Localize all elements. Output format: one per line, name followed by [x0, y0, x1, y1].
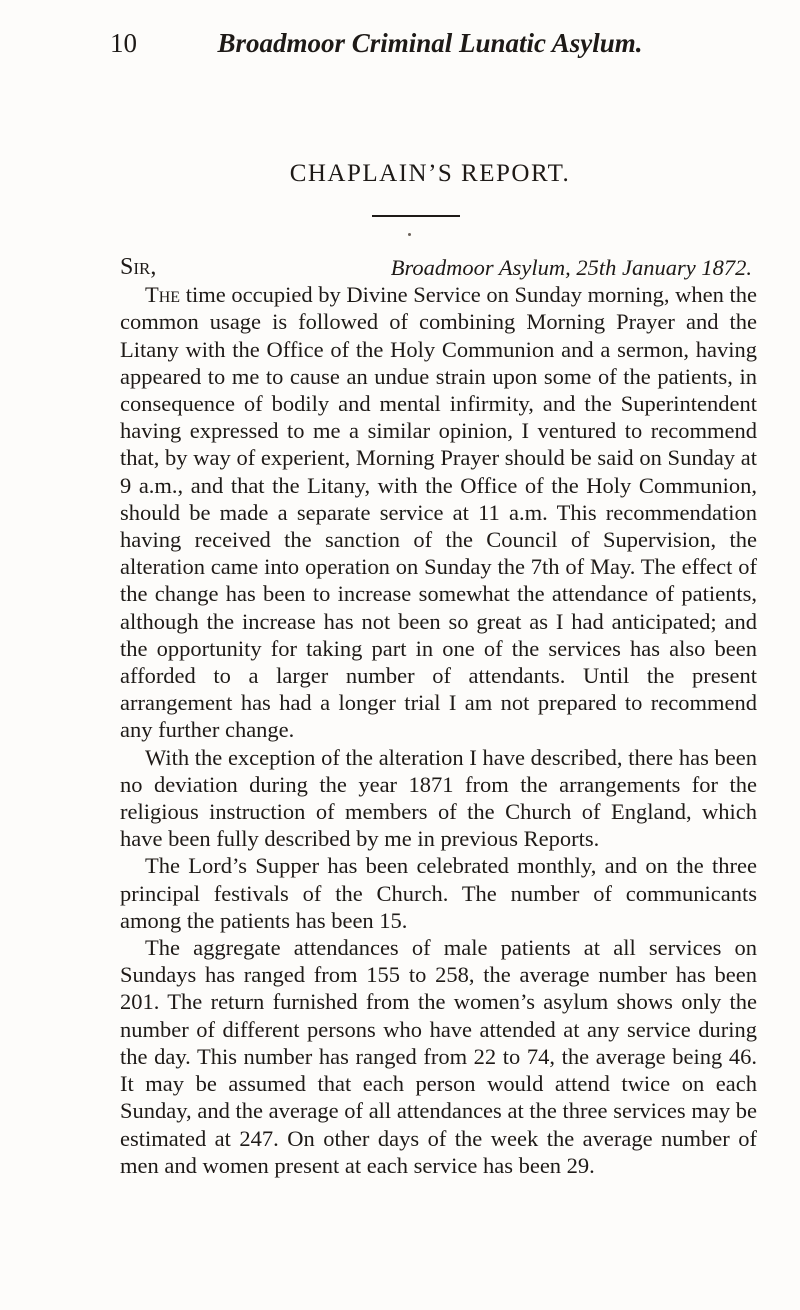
salutation: Sir, — [120, 254, 157, 280]
place-date: Broadmoor Asylum, 25th January 1872. — [390, 255, 752, 280]
dateline — [120, 254, 757, 281]
title-rule — [372, 215, 460, 217]
report-body — [120, 254, 757, 1179]
paragraph-4: The aggregate attendances of male patients at all services on Sundays has ranged from 155 to 258, the average number has been 201. The return furnished from the women’s asylum shows only the number of different persons who have attended at any service during the day. This number has ranged from 22 to 74, the average being 46. It may be assumed that each person would attend twice on each Sunday, and the average of all attendances at the three services may be estimated at 247. On other days of the week the average number of men and women present at each service has been 29. — [120, 935, 757, 1178]
running-title: Broadmoor Criminal Lunatic Asylum. — [217, 28, 643, 58]
paragraph-2: With the exception of the alteration I have described, there has been no deviation during the year 1871 from the arrangements for the religious instruction of members of the Church of England, which have been fully described by me in previous Reports. — [120, 744, 757, 852]
paragraph-1-text: time occupied by Divine Service on Sunday morning, when the common usage is followed of combining Morning Prayer and the Litany with the Office of the Holy Communion and a sermon, having appeared to me to cause an undue strain upon some of the patients, in consequence of bodily and mental infirmity, and the Superintendent having expressed to me a similar opinion, I ventured to recommend that, by way of experient, Morning Prayer should be said on Sunday at 9 a.m., and that the Litany, with the Office of the Holy Communion, should be made a separate service at 11 a.m. This recommendation having received the sanction of the Council of Supervision, the alteration came into operation on Sunday the 7th of May. The effect of the change has been to increase somewhat the attendance of patients, although the increase has not been so great as I had anticipated; and the opportunity for taking part in one of the services has also been afforded to a larger number of attendants. Until the present arrangement has had a longer trial I am not prepared to recommend any further change. — [120, 282, 757, 743]
opening-word: The — [145, 282, 181, 308]
paragraph-1 — [120, 281, 757, 743]
paragraph-3: The Lord’s Supper has been celebrated monthly, and on the three principal festivals of the Church. The number of communicants among the patients has been 15. — [120, 853, 757, 933]
running-head — [110, 28, 750, 68]
page-number: 10 — [110, 28, 137, 58]
report-title: CHAPLAIN’S REPORT. — [289, 160, 571, 187]
ornament-dot — [408, 233, 411, 236]
